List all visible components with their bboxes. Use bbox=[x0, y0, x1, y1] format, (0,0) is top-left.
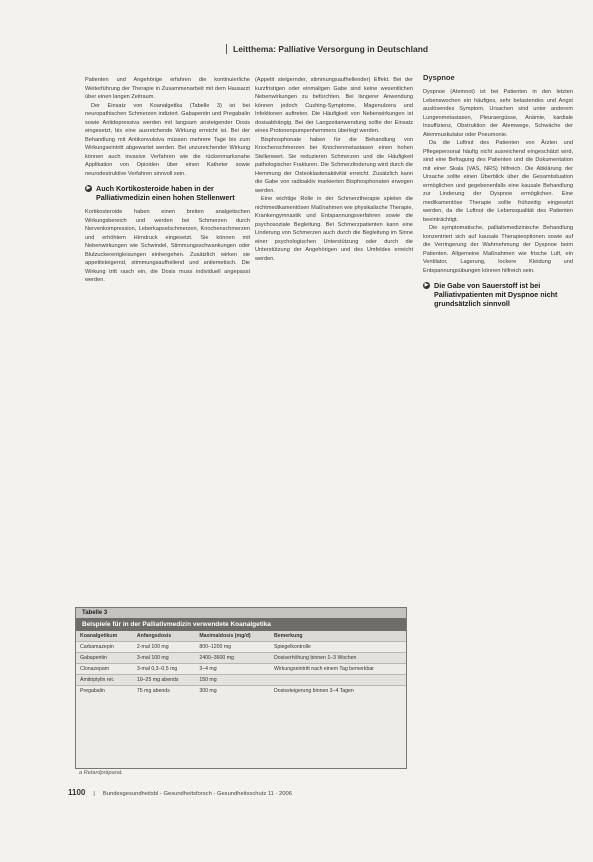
table-cell bbox=[270, 675, 406, 686]
bullet-icon: ▶ bbox=[86, 185, 91, 191]
table-cell: Carbamazepin bbox=[76, 642, 133, 653]
table-cell: 10–25 mg abends bbox=[133, 675, 195, 686]
page-footer bbox=[68, 788, 528, 797]
column-left bbox=[85, 76, 250, 285]
paragraph: Die symptomatische, palliativmedizinische Behandlung konzentriert sich auf kausale Therapieoptionen sowie auf die Verringerung der Wahrnehmung der Dyspnoe beim Patienten. Allgemeine Maßnahmen wie frische Luft, ein Ventilator, Lagerung, lockere Kleidung und Entspannungsübungen können hilfreich sein. bbox=[423, 225, 573, 274]
table-header: Bemerkung bbox=[270, 631, 406, 642]
table-cell: 150 mg bbox=[195, 675, 270, 686]
table-cell: 3-mal 100 mg bbox=[133, 653, 195, 664]
table-cell: Gabapentin bbox=[76, 653, 133, 664]
table-header: Maximaldosis (mg/d) bbox=[195, 631, 270, 642]
table-row bbox=[76, 686, 406, 697]
table-cell: 2-mal 100 mg bbox=[133, 642, 195, 653]
table-title: Beispiele für in der Palliativmedizin verwendete Koanalgetika bbox=[76, 618, 406, 631]
paragraph: Patienten und Angehörige erfahren die kontinuierliche Weiterführung der Therapie in Zusammenarbeit mit dem Hausarzt über einen langen Zeitraum. bbox=[85, 77, 250, 100]
table-label: Tabelle 3 bbox=[76, 608, 406, 618]
paragraph: (Appetit steigernder, stimmungsaufhellender) Effekt. Bei der kurzfristigen oder einmaligen Gabe sind keine wesentlichen Nebenwirkungen zu befürchten. Bei längerer Anwendung können jedoch Cushing-Symptome, Magenulzera und Infektionen auftreten. Die Häufigkeit von Nebenwirkungen ist dosisabhängig. Bei der Langzeitanwendung sollte der Einsatz eines Protonenpumpenhemmers überlegt werden. bbox=[255, 77, 413, 134]
table-header: Koanalgetikum bbox=[76, 631, 133, 642]
paragraph: Dyspnoe (Atemnot) ist bei Patienten in den letzten Lebenswochen ein häufiges, sehr belastendes und Angst auslösendes Symptom. Ursachen sind unter anderem Lungenmetastasen, Pleuraergüsse, Anämie, kardiale Insuffizienz, Obstruktion der Atemwege, Schwäche der Atemmuskulatur oder Pneumonie. bbox=[423, 89, 573, 138]
paragraph: Der Einsatz von Koanalgetika (Tabelle 3) ist bei neuropathischen Schmerzen indiziert. Gabapentin und Pregabalin sowie Antidepressiva werden mit langsam ansteigender Dosis eingesetzt, bis eine ausreichende Wirkung erreicht ist. Bei der Behandlung mit Antikonvulsiva müssen mehrere Tage bis zum Wirkungseintritt abgewartet werden. Bei unzureichender Wirkung können auch invasive Verfahren wie die rückenmarksnahe Applikation von Opioiden über einen Katheter sowie neurodestruktive Verfahren sinnvoll sein. bbox=[85, 102, 250, 177]
paragraph: Kortikosteroide haben einen breiten analgetischen Wirkungsbereich und werden bei Schmerzen durch Nervenkompression, Leberkapselschmerzen, Knochenschmerzen und erhöhtem Hirndruck eingesetzt. Sie können mit Nebenwirkungen wie Schwindel, Stimmungsschwankungen oder Blutzuckerentgleisungen einhergehen. Zusätzlich wirken sie appetitsteigernd, stimmungsaufhellend und antiemetisch. Die Wirkung tritt rasch ein, die Dosis muss individuell angepasst werden. bbox=[85, 209, 250, 283]
table-cell: 2400–3600 mg bbox=[195, 653, 270, 664]
section-title-dyspnoe: Dyspnoe bbox=[423, 73, 455, 82]
table-cell: 75 mg abends bbox=[133, 686, 195, 697]
table-cell: 300 mg bbox=[195, 686, 270, 697]
table-row bbox=[76, 642, 406, 653]
section-heading bbox=[423, 281, 573, 308]
table-cell: Wirkungseintritt nach einem Tag bemerkbar bbox=[270, 664, 406, 675]
column-right bbox=[423, 88, 573, 314]
section-heading bbox=[85, 184, 250, 202]
column-middle bbox=[255, 76, 413, 263]
table-cell: Amitriptylin ret. bbox=[76, 675, 133, 686]
table-cell: Spiegelkontrolle bbox=[270, 642, 406, 653]
table-row bbox=[76, 664, 406, 675]
table-cell: 3–4 mg bbox=[195, 664, 270, 675]
table-cell: 3-mal 0,3–0,5 mg bbox=[133, 664, 195, 675]
section-heading-text: Die Gabe von Sauerstoff ist bei Palliativpatienten mit Dyspnoe nicht grundsätzlich sinnvoll bbox=[434, 281, 558, 308]
table-cell: Clonazepam bbox=[76, 664, 133, 675]
table-cell: Dosissteigerung binnen 3–4 Tagen bbox=[270, 686, 406, 697]
journal-citation: Bundesgesundheitsbl - Gesundheitsforsch - Gesundheitsschutz 11 · 2006 bbox=[102, 791, 292, 797]
table-header: Anfangsdosis bbox=[133, 631, 195, 642]
table-cell: Dosiserhöhung binnen 1–3 Wochen bbox=[270, 653, 406, 664]
koanalgetika-table bbox=[76, 631, 406, 696]
section-heading-text: Auch Kortikosteroide haben in der Palliativmedizin einen hohen Stellenwert bbox=[96, 184, 235, 202]
table-row bbox=[76, 653, 406, 664]
table-cell: Pregabalin bbox=[76, 686, 133, 697]
paragraph: Eine wichtige Rolle in der Schmerztherapie spielen die nichtmedikamentösen Maßnahmen wie physikalische Therapie, Krankengymnastik und Entspannungsverfahren sowie die psychosoziale Begleitung. Bei Schmerzpatienten kann eine Linderung von Schmerzen auch durch die Begleitung im Sinne einer psychologischen Unterstützung oder durch die Unterstützung der Angehörigen und des Umfeldes erreicht werden. bbox=[255, 196, 413, 262]
running-header: Leitthema: Palliative Versorgung in Deutschland bbox=[226, 44, 533, 54]
table-footnote: a Retardpräparat. bbox=[79, 770, 123, 776]
paragraph: Da die Luftnot des Patienten von Ärzten und Pflegepersonal häufig nicht ausreichend eingeschätzt wird, sind eine Befragung des Patienten und die Dokumentation mit einer Skala (VAS, NRS) hilfreich. Die Abklärung der Ursache sollte einen Überblick über die Gesamtsituation ermöglichen und gegebenenfalls eine kausale Behandlung zur Linderung der Dyspnoe ermöglichen. Eine medikamentöse Therapie sollte frühzeitig eingesetzt werden, da die Luftnot die Lebensqualität des Patienten beeinträchtigt. bbox=[423, 140, 573, 223]
divider: | bbox=[93, 791, 95, 797]
bullet-icon: ▶ bbox=[424, 282, 429, 288]
table-row bbox=[76, 675, 406, 686]
paragraph: Bisphosphonate haben für die Behandlung von Knochenschmerzen bei Knochenmetastasen einen hohen Stellenwert. Sie reduzieren Schmerzen und die Häufigkeit pathologischer Frakturen. Die Schmerzlinderung wird durch die Hemmung der Osteoklastenaktivität erreicht. Zusätzlich kann die Gabe von radioaktiv markierten Bisphosphonaten erwogen werden. bbox=[255, 136, 413, 194]
table-cell: 800–1200 mg bbox=[195, 642, 270, 653]
table-box bbox=[75, 607, 407, 769]
page-number: 1100 bbox=[68, 788, 86, 797]
